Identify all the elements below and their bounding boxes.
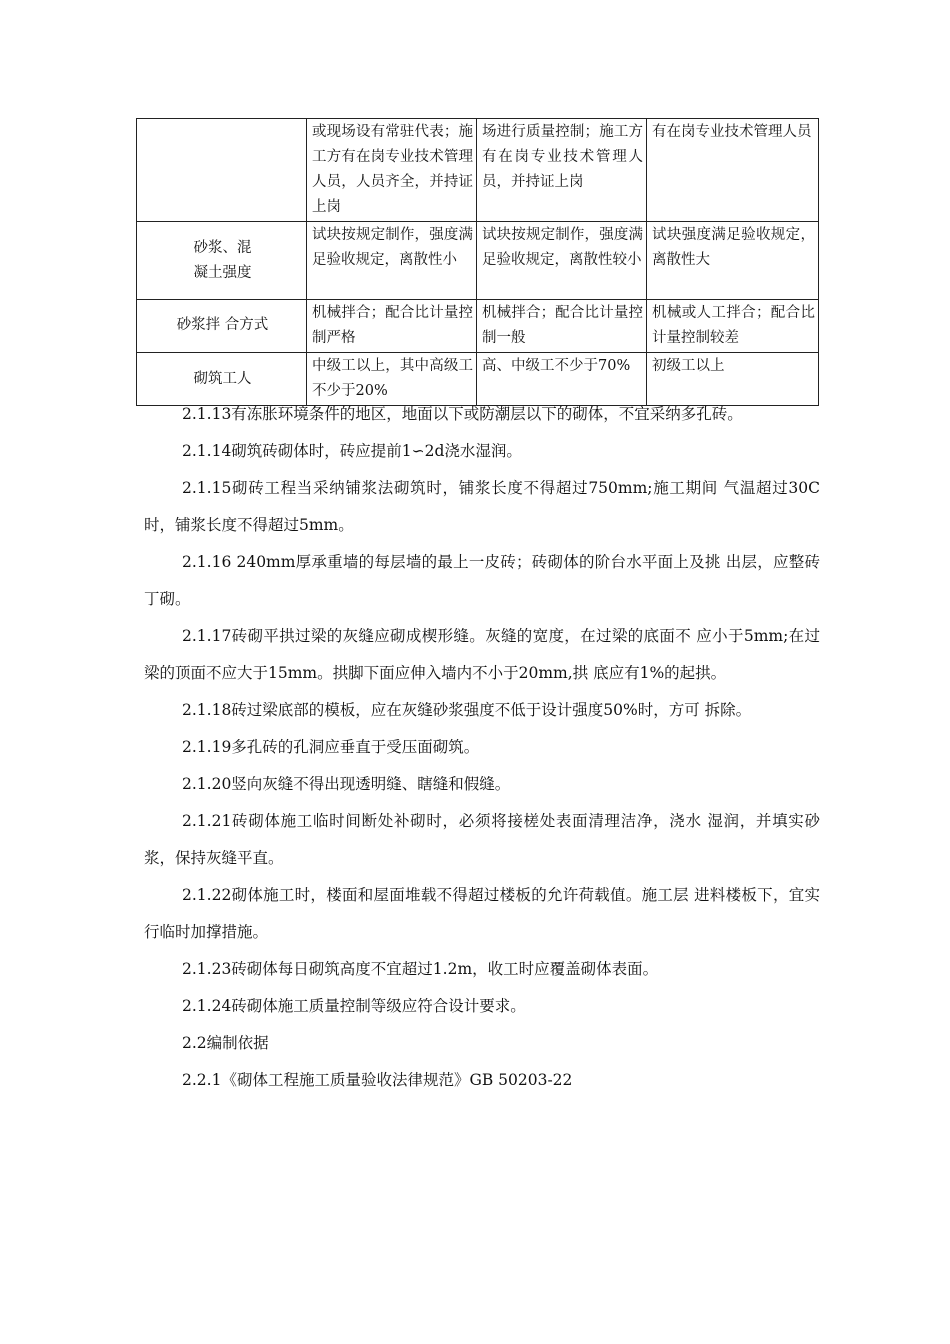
paragraph-2-2-1: 2.2.1《砌体工程施工质量验收法律规范》GB 50203-22 <box>182 1071 573 1089</box>
row-label: 砌筑工人 <box>137 353 307 406</box>
paragraph-2-1-18: 2.1.18砖过梁底部的模板，应在灰缝砂浆强度不低于设计强度50%时，方可 拆除。 <box>182 701 752 719</box>
paragraph-2-1-22: 2.1.22砌体施工时，楼面和屋面堆载不得超过楼板的允许荷载值。施工层 进料楼板下，宜实行临时加撑措施。 <box>144 886 820 941</box>
table-cell: 试块强度满足验收规定，离散性大 <box>647 222 819 300</box>
table-row <box>137 300 819 353</box>
paragraph-2-1-24: 2.1.24砖砌体施工质量控制等级应符合设计要求。 <box>182 997 526 1015</box>
table-cell: 初级工以上 <box>647 353 819 406</box>
table-cell: 有在岗专业技术管理人员 <box>647 119 819 222</box>
table-cell: 高、中级工不少于70% <box>477 353 647 406</box>
quality-control-table <box>136 118 819 406</box>
table-cell: 场进行质量控制；施工方有在岗专业技术管理人员，并持证上岗 <box>477 119 647 222</box>
table-row <box>137 222 819 300</box>
section-heading-2-2: 2.2编制依据 <box>182 1034 269 1052</box>
paragraph-2-1-19: 2.1.19多孔砖的孔洞应垂直于受压面砌筑。 <box>182 738 480 756</box>
paragraph-2-1-13: 2.1.13有冻胀环境条件的地区，地面以下或防潮层以下的砌体，不宜采纳多孔砖。 <box>182 405 743 423</box>
paragraph-2-1-20: 2.1.20竖向灰缝不得出现透明缝、瞎缝和假缝。 <box>182 775 511 793</box>
paragraph-2-1-15: 2.1.15砌砖工程当采纳铺浆法砌筑时，铺浆长度不得超过750mm;施工期间 气温超过30C时，铺浆长度不得超过5mm。 <box>144 479 820 534</box>
body-text <box>144 396 820 1099</box>
paragraph-2-1-16: 2.1.16 240mm厚承重墙的每层墙的最上一皮砖；砖砌体的阶台水平面上及挑 出层，应整砖丁砌。 <box>144 553 820 608</box>
paragraph-2-1-17: 2.1.17砖砌平拱过梁的灰缝应砌成楔形缝。灰缝的宽度，在过梁的底面不 应小于5mm;在过梁的顶面不应大于15mm。拱脚下面应伸入墙内不小于20mm,拱 底应有1%的起拱。 <box>144 627 820 682</box>
table-cell: 试块按规定制作，强度满足验收规定，离散性小 <box>307 222 477 300</box>
table-cell: 机械或人工拌合；配合比计量控制较差 <box>647 300 819 353</box>
table-cell: 机械拌合；配合比计量控制严格 <box>307 300 477 353</box>
table-row <box>137 119 819 222</box>
paragraph-2-1-14: 2.1.14砌筑砖砌体时，砖应提前1∽2d浇水湿润。 <box>182 442 522 460</box>
table-cell: 中级工以上，其中高级工不少于20% <box>307 353 477 406</box>
row-label: 砂浆、混 凝土强度 <box>137 222 307 300</box>
paragraph-2-1-21: 2.1.21砖砌体施工临时间断处补砌时，必须将接槎处表面清理洁净，浇水 湿润，并填实砂浆，保持灰缝平直。 <box>144 812 820 867</box>
row-label <box>137 119 307 222</box>
table-cell: 机械拌合；配合比计量控制一般 <box>477 300 647 353</box>
table-cell: 或现场设有常驻代表；施工方有在岗专业技术管理人员，人员齐全，并持证上岗 <box>307 119 477 222</box>
table-cell: 试块按规定制作，强度满足验收规定，离散性较小 <box>477 222 647 300</box>
paragraph-2-1-23: 2.1.23砖砌体每日砌筑高度不宜超过1.2m，收工时应覆盖砌体表面。 <box>182 960 659 978</box>
row-label: 砂浆拌 合方式 <box>137 300 307 353</box>
